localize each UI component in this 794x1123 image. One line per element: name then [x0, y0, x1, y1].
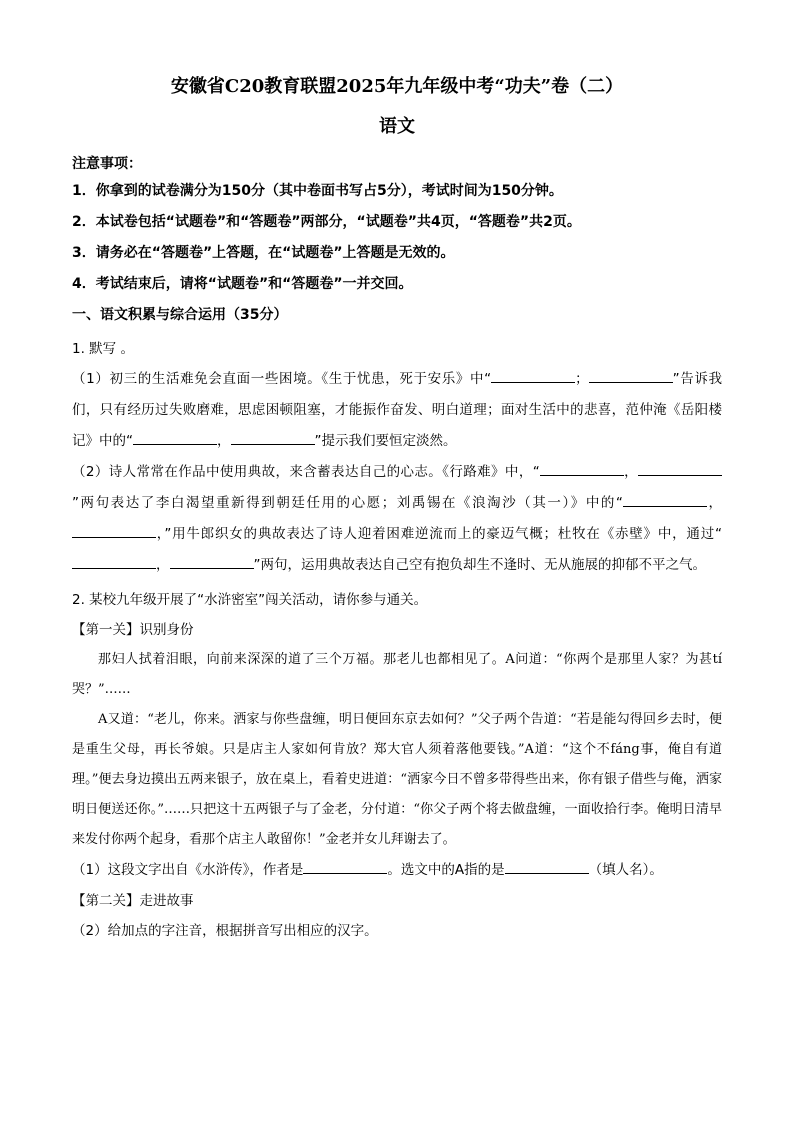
- q1-p2-text-c: ，”用牛郎织女的典故表达了诗人迎着困难逆流而上的豪迈气概；杜牧在《赤壁》中，通过“: [156, 526, 722, 542]
- passage-paragraph-2: A又道：“老儿，你来。洒家与你些盘缠，明日便回东京去如何？”父子两个告道：“若是能勾得回乡去时，便是重生父母，再长爷娘。只是店主人家如何肯放？郑大官人须着落他要钱。”A道：“这个不fáng事，俺自有道理。”便去身边摸出五两来银子，放在桌上，看着史进道：“洒家今日不曾多带得些出来，你有银子借些与俺，洒家明日便送还你。”……只把这十五两银子与了金老，分付道：“你父子两个将去做盘缠，一面收拾行李。俺明日清早来发付你两个起身，看那个店主人敢留你！”金老并女儿拜谢去了。: [72, 712, 722, 847]
- answer-blank: [72, 523, 156, 538]
- notice-item-4: 4．考试结束后，请将“试题卷”和“答题卷”一并交回。: [72, 276, 413, 292]
- answer-blank: [303, 859, 387, 874]
- q1-p1-sep2: ，: [217, 433, 231, 449]
- q1-p2-text-b: ”两句表达了李白渴望重新得到朝廷任用的心愿；刘禹锡在《浪淘沙（其一）》中的“: [72, 495, 623, 511]
- answer-blank: [72, 554, 156, 569]
- section-1-title: 一、语文积累与综合运用（35分）: [72, 307, 288, 323]
- gate-2-text: 走进故事: [139, 893, 194, 909]
- answer-blank: [540, 461, 624, 476]
- gate-2-heading: [72, 886, 722, 916]
- q1-p2-text-a: （2）诗人常常在作品中使用典故，来含蓄表达自己的心志。《行路难》中，“: [72, 464, 540, 480]
- passage-paragraph-1: 那妇人拭着泪眼，向前来深深的道了三个万福。那老儿也都相见了。A问道：“你两个是那里人家？为甚tí哭？”……: [72, 652, 722, 697]
- gate-1-heading: [72, 615, 722, 645]
- gate-1-text: 识别身份: [139, 622, 194, 638]
- answer-blank: [505, 859, 589, 874]
- answer-blank: [133, 430, 217, 445]
- q1-p2-text-d: ”两句，运用典故表达自己空有抱负却生不逢时、无从施展的抑郁不平之气。: [253, 557, 706, 573]
- question-2-sub-1: [72, 855, 722, 886]
- question-1-part-1: [72, 364, 722, 457]
- subject-title: 语文: [379, 116, 415, 137]
- gate-1-bracket: 【第一关】: [72, 622, 140, 638]
- answer-blank: [231, 430, 315, 445]
- answer-blank: [623, 492, 707, 507]
- q1-p1-sep: ；: [575, 371, 589, 387]
- q1-p1-text-b: ”告诉我们，只有经历过失败磨难，思虑困顿阻塞，才能振作奋发、明白道理；面对生活中的悲喜，范仲淹《岳阳楼记》中的“: [72, 371, 722, 449]
- answer-blank: [491, 368, 575, 383]
- q1-p2-sep: ，: [623, 464, 638, 480]
- answer-blank: [638, 461, 722, 476]
- notice-heading: 注意事项：: [72, 156, 142, 172]
- question-1-part-2: [72, 457, 722, 581]
- question-1-label: 1. 默写 。: [72, 341, 134, 357]
- q2-sub1-text-a: （1）这段文字出自《水浒传》，作者是: [72, 862, 304, 878]
- q1-p2-sep3: ，: [156, 557, 170, 573]
- q2-sub1-text-c: （填人名）。: [588, 862, 663, 878]
- q2-sub1-text-b: 。选文中的A指的是: [387, 862, 505, 878]
- q1-p1-text-a: （1）初三的生活难免会直面一些困境。《生于忧患，死于安乐》中“: [72, 371, 492, 387]
- notice-item-2: 2．本试卷包括“试题卷”和“答题卷”两部分，“试题卷”共4页，“答题卷”共2页。: [72, 214, 581, 230]
- gate-2-bracket: 【第二关】: [72, 893, 140, 909]
- q1-p2-sep2: ，: [706, 495, 722, 511]
- notice-item-3: 3．请务必在“答题卷”上答题，在“试题卷”上答题是无效的。: [72, 245, 455, 261]
- question-2-label: 2. 某校九年级开展了“水浒密室”闯关活动，请你参与通关。: [72, 592, 428, 608]
- q1-p1-text-c: ”提示我们要恒定淡然。: [314, 433, 457, 449]
- notice-item-1: 1．你拿到的试卷满分为150分（其中卷面书写占5分），考试时间为150分钟。: [72, 183, 563, 199]
- question-2-sub-2: （2）给加点的字注音，根据拼音写出相应的汉字。: [72, 923, 378, 939]
- answer-blank: [170, 554, 254, 569]
- exam-title: 安徽省C20教育联盟2025年九年级中考“功夫”卷（二）: [170, 76, 624, 97]
- answer-blank: [589, 368, 673, 383]
